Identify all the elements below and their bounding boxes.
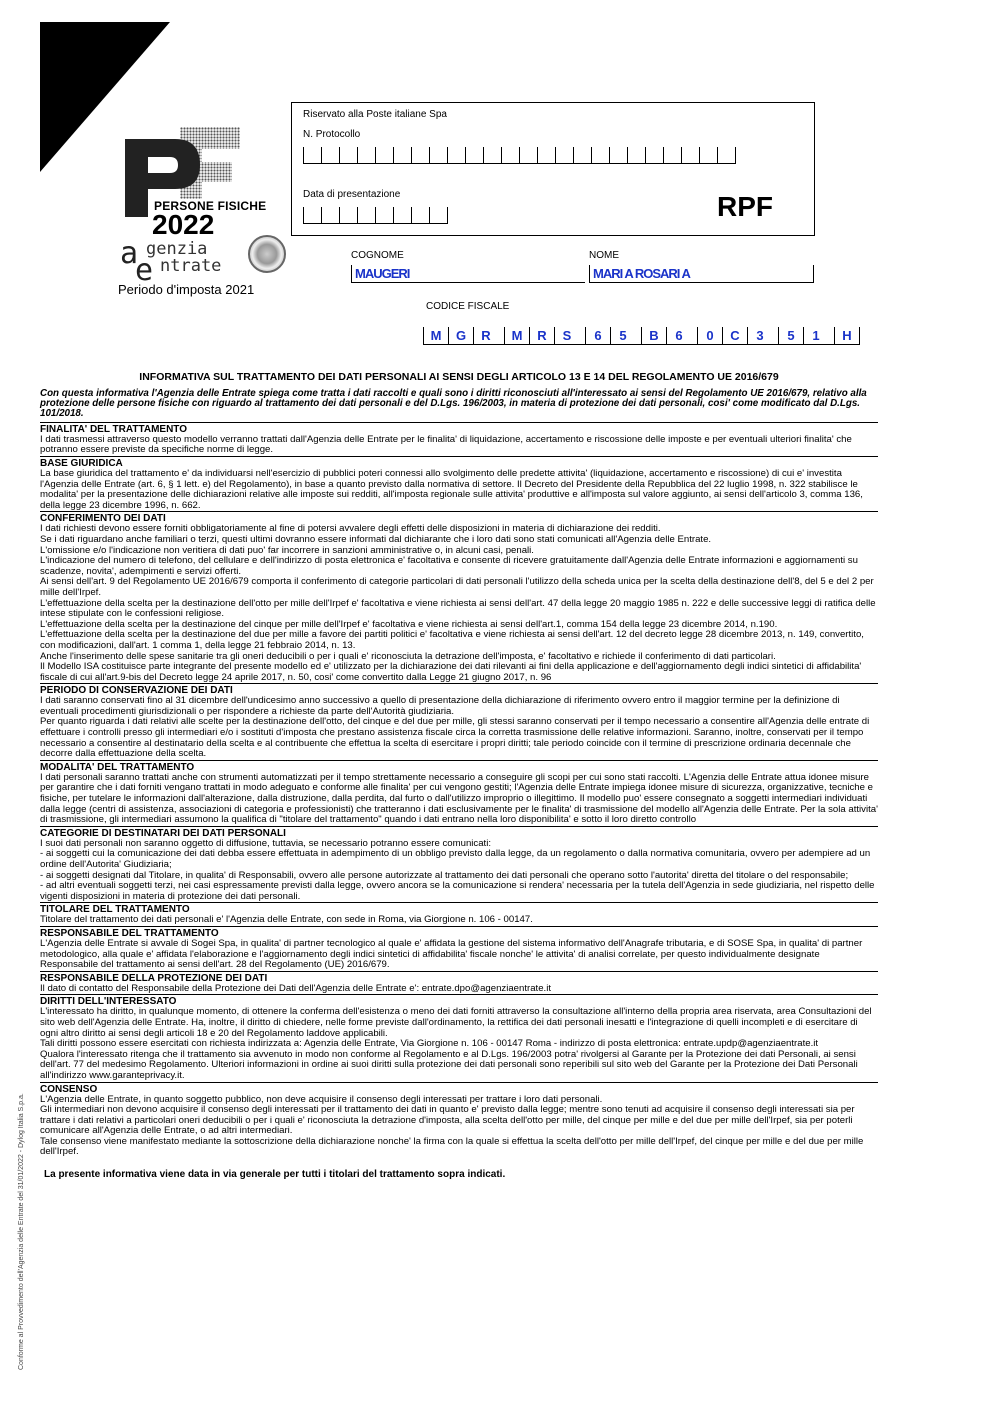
section-paragraph: L'effettuazione della scelta per la destinazione del due per mille a favore dei partiti politici e' facoltativa e viene richiesta ai sensi dell'art. 12 del decreto legge 28 dicembre 2013, n. 149, convertito, con modificazioni, dall'art. 1 comma 1, della legge 21 febbraio 2014, n. 13. <box>40 629 864 651</box>
section-title: FINALITA' DEL TRATTAMENTO <box>40 422 878 435</box>
section-paragraph: Per quanto riguarda i dati relativi alle scelte per la destinazione dell'otto, del cinque e del due per mille, gli stessi saranno conservati per il tempo necessario a consentire all'Agenzia delle entrate di effettuare i controlli presso gli intermediari e/o i sostituti d'imposta che prestano assistenza fiscale circa la corretta trasmissione delle relative informazioni. Saranno, inoltre, conservati per il tempo necessario a consentire al destinatario della scelta e al contribuente che effettua la scelta di esercitare i propri diritti; tale periodo coincide con il termine di prescrizione ordinaria decennale che decorre dalla effettuazione della scelta. <box>40 716 870 760</box>
protocollo-label: N. Protocollo <box>303 129 361 140</box>
informativa-sections <box>40 422 878 1158</box>
section-paragraph: Qualora l'interessato ritenga che il trattamento sia avvenuto in modo non conforme al Regolamento e al D.Lgs. 196/2003 potra' rivolgersi al Garante per la Protezione dei dati Personali, ai sensi dell'art. 77 del medesimo Regolamento. Ulteriori informazioni in ordine ai suoi diritti sulla protezione dei dati personali sono reperibili sul sito web del Garante per la Protezione dei Dati Personali all'indirizzo www.garanteprivacy.it. <box>40 1048 858 1081</box>
section-paragraph: - ai soggetti cui la comunicazione dei dati debba essere effettuata in adempimento di un obbligo previsto dalla legge, da un regolamento o dalla normativa comunitaria, ovvero per adempiere ad un ordine dell'Autorita' Giudiziaria; <box>40 848 871 870</box>
cf-char: 6 <box>666 327 691 344</box>
section <box>40 511 878 683</box>
section-paragraph: L'indicazione del numero di telefono, del cellulare e dell'indirizzo di posta elettronica e' facoltativa e consente di ricevere gratuitamente dall'Agenzia delle Entrate informazioni e aggiornamenti su scadenze, novita', adempimenti e servizi offerti. <box>40 555 858 577</box>
section <box>40 926 878 971</box>
poste-label: Riservato alla Poste italiane Spa <box>303 109 447 120</box>
section-paragraph: I dati richiesti devono essere forniti obbligatoriamente al fine di potersi avvalere degli effetti delle disposizioni in materia di dichiarazione dei redditi. <box>40 523 661 535</box>
cf-char: 3 <box>747 327 772 344</box>
informativa-title: INFORMATIVA SUL TRATTAMENTO DEI DATI PERSONALI AI SENSI DEGLI ARTICOLO 13 E 14 DEL REGOLAMENTO UE 2016/679 <box>139 371 779 383</box>
section-paragraph: L'Agenzia delle Entrate, in quanto soggetto pubblico, non deve acquisire il consenso degli interessati per trattare i loro dati personali. <box>40 1093 603 1105</box>
section-paragraph: Tale consenso viene manifestato mediante la sottoscrizione della dichiarazione nonche' la firma con la quale si effettua la scelta dell'otto per mille dell'Irpef, del cinque per mille e del due per mille dell'Irpef. <box>40 1135 864 1158</box>
section-paragraph: - ad altri eventuali soggetti terzi, nei casi espressamente previsti dalla legge, ovvero ancora se la comunicazione si rendera' necessaria per la tutela dell'Agenzia in sede giudiziaria, nel rispetto delle vigenti disposizioni in materia di protezione dei dati personali. <box>40 880 875 902</box>
entrate-text: ntrate <box>160 256 222 276</box>
nome-field[interactable]: MARI A ROSARI A <box>589 265 814 283</box>
cf-char: R <box>473 327 498 344</box>
periodo-imposta: Periodo d'imposta 2021 <box>118 282 255 297</box>
section-title: DIRITTI DELL'INTERESSATO <box>40 994 878 1007</box>
section-paragraph: Tali diritti possono essere esercitati con richiesta indirizzata a: Agenzia delle Entrate, Via Giorgione n. 106 - 00147 Roma - indirizzo di posta elettronica: entrate.updp@agenziaentrate.it <box>40 1038 819 1050</box>
final-note: La presente informativa viene data in via generale per tutti i titolari del trattamento sopra indicati. <box>44 1169 506 1181</box>
cf-char: 1 <box>803 327 828 344</box>
persone-fisiche-label: PERSONE FISICHE <box>154 199 267 213</box>
cf-char: G <box>448 327 473 344</box>
section-title: CATEGORIE DI DESTINATARI DEI DATI PERSONALI <box>40 826 878 839</box>
section <box>40 456 878 511</box>
section-title: BASE GIURIDICA <box>40 456 878 469</box>
persone-fisiche-logo <box>120 127 280 288</box>
cognome-label: COGNOME <box>351 250 404 261</box>
section-title: CONSENSO <box>40 1082 878 1095</box>
section-paragraph: L'effettuazione della scelta per la destinazione del cinque per mille dell'Irpef e' facoltativa e viene richiesta ai sensi dell'art.1, comma 154 della legge 23 dicembre 2014, n.190. <box>40 618 778 630</box>
data-presentazione-cells[interactable] <box>303 207 448 224</box>
section <box>40 422 878 456</box>
section-paragraph: Anche l'inserimento delle spese sanitarie tra gli oneri deducibili o per i quali e' riconosciuta la detrazione dell'imposta, e' facoltativo e richiede il conferimento di dati particolari. <box>40 650 776 662</box>
informativa-content <box>40 372 878 1181</box>
section-paragraph: Titolare del trattamento dei dati personali e' l'Agenzia delle Entrate, con sede in Roma, via Giorgione n. 106 - 00147. <box>40 914 533 926</box>
informativa-intro: Con questa informativa l'Agenzia delle Entrate spiega come tratta i dati raccolti e quali sono i diritti riconosciuti all'interessato ai sensi del Regolamento UE 2016/679, relativo alla protezione delle persone fisiche con riguardo al trattamento dei dati personali e del D.Lgs. 196/2003, in materia di protezione dei dati personali, cosi' come modificato dal D.Lgs. 101/2018. <box>40 387 867 420</box>
protocollo-cells[interactable] <box>303 147 736 164</box>
cf-char: 5 <box>778 327 803 344</box>
form-code: RPF <box>717 191 773 222</box>
section-title: TITOLARE DEL TRATTAMENTO <box>40 902 878 915</box>
agenzia-big-a: a <box>120 236 139 271</box>
section <box>40 1082 878 1159</box>
section-title: PERIODO DI CONSERVAZIONE DEI DATI <box>40 683 878 696</box>
section-paragraph: Gli intermediari non devono acquisire il consenso degli interessati per il trattamento dei dati in quanto e' previsto dalla legge; mentre sono tenuti ad acquisire il consenso degli interessati sia per trattare i dati relativi a particolari oneri deducibili o per i quali e' riconosciuta la detrazione d'imposta, alla scelta dell'otto per mille, del cinque per mille e del due per mille dell'Irpef, sia per poterli comunicare all'Agenzia delle Entrate, o ad altri intermediari. <box>40 1104 855 1137</box>
section <box>40 902 878 926</box>
section-paragraph: L'effettuazione della scelta per la destinazione dell'otto per mille dell'Irpef e' facoltativa e viene richiesta ai sensi dell'art. 47 della legge 20 maggio 1985 n. 222 e delle successive leggi di ratifica delle intese stipulate con le confessioni religiose. <box>40 597 876 620</box>
section-paragraph: I suoi dati personali non saranno oggetto di diffusione, tuttavia, se necessario potranno essere comunicati: <box>40 837 492 849</box>
section <box>40 760 878 826</box>
year-label: 2022 <box>152 209 215 240</box>
cf-char: 6 <box>585 327 610 344</box>
poste-reserved-box <box>291 102 815 236</box>
codice-fiscale-field[interactable] <box>423 327 860 345</box>
cf-char: M <box>423 327 448 344</box>
data-presentazione-label: Data di presentazione <box>303 189 401 200</box>
section-paragraph: L'Agenzia delle Entrate si avvale di Sogei Spa, in qualita' di partner tecnologico al quale e' affidata la gestione del sistema informativo dell'Anagrafe tributaria, e di SOSE Spa, in qualita' di partner metodologico, alla quale e' affidata l'elaborazione e l'aggiornamento degli indici sintetici di affidabilita' fiscale nonche' le attivita' di analisi correlate, per questo individualmente designate Responsabile del trattamento ai sensi dell'art. 28 del Regolamento (UE) 2016/679. <box>40 937 863 971</box>
cf-char: C <box>722 327 747 344</box>
section-paragraph: L'omissione e/o l'indicazione non veritiera di dati puo' far incorrere in sanzioni amministrative o, in alcuni casi, penali. <box>40 544 534 556</box>
section-paragraph: - ai soggetti designati dal Titolare, in qualita' di Responsabili, ovvero alle persone autorizzate al trattamento dei dati personali che operano sotto l'autorita' diretta del titolare o del responsabile; <box>40 869 849 881</box>
agenzia-text: genzia <box>146 239 208 259</box>
section-paragraph: I dati saranno conservati fino al 31 dicembre dell'undicesimo anno successivo a quello di presentazione della dichiarazione di riferimento ovvero entro il maggior termine per la definizione di eventuali procedimenti giurisdizionali o per rispondere a richieste da parte dell'Autorità giudiziaria. <box>40 695 840 717</box>
nome-label: NOME <box>589 250 619 261</box>
section-paragraph: Il dato di contatto del Responsabile della Protezione dei Dati dell'Agenzia delle Entrate e': entrate.dpo@agenziaentrate.it <box>40 982 552 994</box>
section-paragraph: Ai sensi dell'art. 9 del Regolamento UE 2016/679 comporta il conferimento di categorie particolari di dati personali l'utilizzo della scheda unica per la scelta della destinazione dell'8, del 5 e del 2 per mille dell'Irpef. <box>40 576 874 598</box>
cf-char: R <box>529 327 554 344</box>
cf-char: 0 <box>697 327 722 344</box>
cf-char: M <box>504 327 529 344</box>
section-paragraph: L'interessato ha diritto, in qualunque momento, di ottenere la conferma dell'esistenza o meno dei dati forniti attraverso la consultazione all'interno della propria area riservata, area Consultazioni del sito web dell'Agenzia delle Entrate. Ha, inoltre, il diritto di chiedere, nelle forme previste dall'ordinamento, la rettifica dei dati personali inesatti e l'integrazione di quelli incompleti e di esercitare di ogni altro diritto ai sensi degli articoli 18 e 20 del Regolamento laddove applicabili. <box>40 1006 872 1039</box>
republic-emblem-icon <box>248 235 286 273</box>
section-title: RESPONSABILE DEL TRATTAMENTO <box>40 926 878 939</box>
margin-note: Conforme al Provvedimento dell'Agenzia delle Entrate del 31/01/2022 - Dylog Italia S.p.a. <box>18 1093 25 1370</box>
section-paragraph: La base giuridica del trattamento e' da individuarsi nell'esercizio di pubblici poteri connessi allo svolgimento delle predette attivita' (liquidazione, accertamento e riscossione) di cui e' investita l'Agenzia delle Entrate (art. 6, § 1 lett. e) del Regolamento), in base a quanto previsto dalla normativa di settore. Il Decreto del Presidente della Repubblica del 22 luglio 1998, n. 322 stabilisce le modalita' per la presentazione delle dichiarazioni relative alle imposte sui redditi, all'imposta regionale sulle attivita' produttive e all'imposta sul valore aggiunto, ai sensi dell'articolo 3, comma 136, della legge 23 dicembre 1996, n. 662. <box>40 468 863 511</box>
codice-fiscale-label: CODICE FISCALE <box>426 301 510 312</box>
cognome-field[interactable]: MAUGERI <box>351 265 585 283</box>
section-paragraph: I dati personali saranno trattati anche con strumenti automatizzati per il tempo strettamente necessario a conseguire gli scopi per cui sono stati raccolti. L'Agenzia delle Entrate attua idonee misure per garantire che i dati forniti vengano trattati in modo adeguato e conforme alle finalita' per cui vengono gestiti; l'Agenzia delle Entrate impiega idonee misure di sicurezza, organizzative, tecniche e fisiche, per tutelare le informazioni dall'alterazione, dalla distruzione, dalla perdita, dal furto o dall'utilizzo improprio o illegittimo. Il modello puo' essere consegnato a soggetti intermediari individuati dalla legge (centri di assistenza, associazioni di categoria e professionisti) che tratteranno i dati esclusivamente per le finalita' di trasmissione del modello all'Agenzia delle Entrate. Per la sola attivita' di trasmissione, gli intermediari assumono la qualifica di "titolare del trattamento" quando i dati entrano nella loro disponibilita' e sotto il loro diretto controllo <box>40 771 878 826</box>
section-title: RESPONSABILE DELLA PROTEZIONE DEI DATI <box>40 971 878 984</box>
section-paragraph: Se i dati riguardano anche familiari o terzi, questi ultimi dovranno essere informati dal dichiarante che i loro dati sono stati comunicati all'Agenzia delle Entrate. <box>40 533 712 545</box>
cf-char: S <box>554 327 579 344</box>
section-paragraph: Il Modello ISA costituisce parte integrante del presente modello ed e' utilizzato per la dichiarazione dei dati rilevanti ai fini della applicazione e dell'aggiornamento degli indici sintetici di affidabilita' fiscale di cui all'art.9-bis del Decreto legge 24 aprile 2017, n. 50, cosi' come convertito dalla Legge 21 giugno 2017, n. 96 <box>40 661 862 683</box>
section <box>40 826 878 903</box>
section <box>40 994 878 1081</box>
section-title: MODALITA' DEL TRATTAMENTO <box>40 760 878 773</box>
section <box>40 683 878 760</box>
section-title: CONFERIMENTO DEI DATI <box>40 511 878 524</box>
section-paragraph: I dati trasmessi attraverso questo modello verranno trattati dall'Agenzia delle Entrate per le finalita' di liquidazione, accertamento e riscossione delle imposte e per eventuali ulteriori finalita' che potranno essere previste da specifiche norme di legge. <box>40 433 852 456</box>
cf-char: B <box>641 327 666 344</box>
entrate-big-e: e <box>135 253 154 288</box>
section <box>40 971 878 995</box>
cf-char: H <box>834 327 860 344</box>
cf-char: 5 <box>610 327 635 344</box>
